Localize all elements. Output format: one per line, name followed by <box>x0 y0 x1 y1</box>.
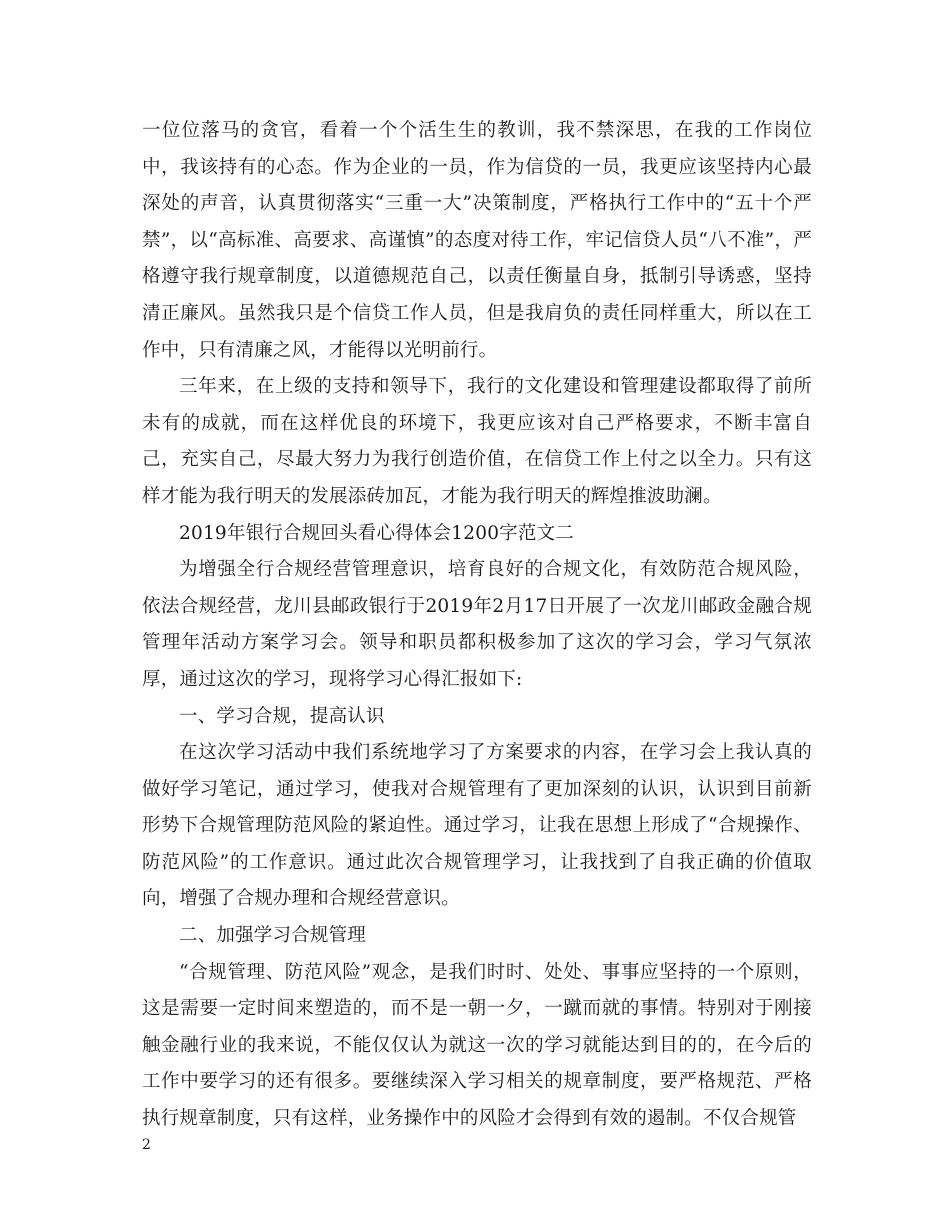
heading-1: 一、学习合规，提高认识 <box>179 705 385 727</box>
paragraph-4: 在这次学习活动中我们系统地学习了方案要求的内容，在学习会上我认真的做好学习笔记，通过学习，使我对合规管理有了更加深刻的认识，认识到目前新形势下合规管理防范风险的紧迫性。通过学习，让我在思想上形成了“合规操作、防范风险”的工作意识。通过此次合规管理学习，让我找到了自我正确的价值取向，增强了合规办理和合规经营意识。 <box>142 742 812 910</box>
paragraph-3: 为增强全行合规经营管理意识，培育良好的合规文化，有效防范合规风险，依法合规经营，龙川县邮政银行于2019年2月17日开展了一次龙川邮政金融合规管理年活动方案学习会。领导和职员都积极参加了这次的学习会，学习气氛浓厚，通过这次的学习，现将学习心得汇报如下: <box>142 559 812 690</box>
paragraph-2: 三年来，在上级的支持和领导下，我行的文化建设和管理建设都取得了前所未有的成就，而在这样优良的环境下，我更应该对自己严格要求，不断丰富自己，充实自己，尽最大努力为我行创造价值，在信贷工作上付之以全力。只有这样才能为我行明天的发展添砖加瓦，才能为我行明天的辉煌推波助澜。 <box>142 376 812 507</box>
heading-2: 二、加强学习合规管理 <box>179 925 367 947</box>
page-number: 2 <box>142 1137 151 1153</box>
section-title: 2019年银行合规回头看心得体会1200字范文二 <box>179 522 574 544</box>
paragraph-5: “合规管理、防范风险”观念，是我们时时、处处、事事应坚持的一个原则，这是需要一定时间来塑造的，而不是一朝一夕，一蹴而就的事情。特别对于刚接触金融行业的我来说，不能仅仅认为就这一次的学习就能达到目的的，在今后的工作中要学习的还有很多。要继续深入学习相关的规章制度，要严格规范、严格执行规章制度，只有这样，业务操作中的风险才会得到有效的遏制。不仅合规管 <box>142 961 812 1130</box>
document-body <box>142 113 812 1138</box>
paragraph-1: 一位位落马的贪官，看着一个个活生生的教训，我不禁深思，在我的工作岗位中，我该持有的心态。作为企业的一员，作为信贷的一员，我更应该坚持内心最深处的声音，认真贯彻落实“三重一大”决策制度，严格执行工作中的“五十个严禁”，以“高标准、高要求、高谨慎”的态度对待工作，牢记信贷人员“八不准”，严格遵守我行规章制度，以道德规范自己，以责任衡量自身，抵制引导诱惑，坚持清正廉风。虽然我只是个信贷工作人员，但是我肩负的责任同样重大，所以在工作中，只有清廉之风，才能得以光明前行。 <box>142 120 812 361</box>
